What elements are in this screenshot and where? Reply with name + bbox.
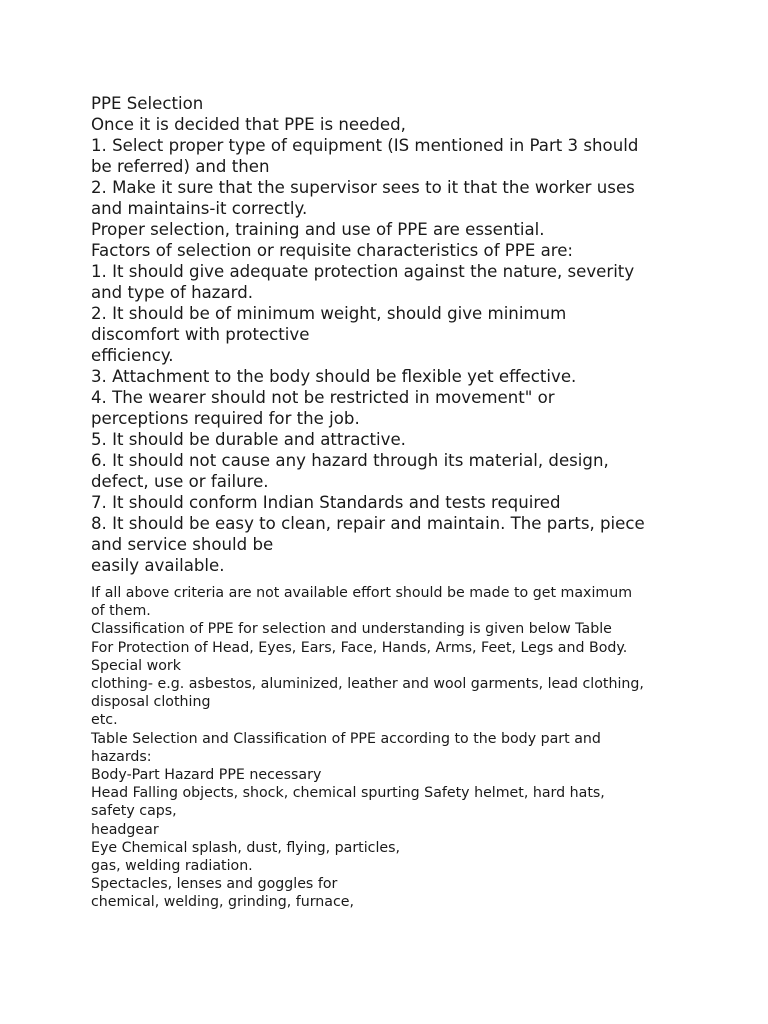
document-page	[91, 93, 691, 912]
main-text-line: and type of hazard.	[91, 283, 254, 302]
secondary-text-line: Spectacles, lenses and goggles for	[91, 876, 338, 893]
secondary-text-line: Classification of PPE for selection and understanding is given below Table	[91, 621, 612, 638]
main-text-line: PPE Selection	[91, 94, 204, 113]
main-text-line: Factors of selection or requisite characteristics of PPE are:	[91, 241, 574, 260]
secondary-text-line: safety caps,	[91, 803, 177, 820]
main-text-line: efficiency.	[91, 346, 174, 365]
main-text-line: 1. It should give adequate protection against the nature, severity	[91, 262, 635, 281]
secondary-text-line: clothing- e.g. asbestos, aluminized, leather and wool garments, lead clothing,	[91, 676, 644, 693]
secondary-text-line: hazards:	[91, 748, 152, 765]
main-text-line: 2. It should be of minimum weight, should give minimum	[91, 304, 567, 323]
secondary-text-line: etc.	[91, 712, 118, 729]
main-text-line: be referred) and then	[91, 157, 270, 176]
main-text-line: 4. The wearer should not be restricted in movement" or	[91, 388, 555, 407]
secondary-text-line: Table Selection and Classification of PPE according to the body part and	[91, 730, 601, 747]
secondary-text-line: Body-Part Hazard PPE necessary	[91, 767, 322, 784]
main-text-line: easily available.	[91, 556, 225, 575]
main-text-line: Proper selection, training and use of PPE are essential.	[91, 220, 545, 239]
secondary-text-line: gas, welding radiation.	[91, 858, 253, 875]
main-text-block	[91, 93, 691, 576]
main-text-line: 7. It should conform Indian Standards and tests required	[91, 493, 561, 512]
main-text-line: 2. Make it sure that the supervisor sees to it that the worker uses	[91, 178, 635, 197]
main-text-line: and maintains-it correctly.	[91, 199, 308, 218]
main-text-line: defect, use or failure.	[91, 472, 269, 491]
secondary-text-block	[91, 584, 691, 912]
secondary-text-line: Eye Chemical splash, dust, flying, particles,	[91, 839, 401, 856]
secondary-text-line: headgear	[91, 821, 159, 838]
main-text-line: 5. It should be durable and attractive.	[91, 430, 406, 449]
secondary-text-line: For Protection of Head, Eyes, Ears, Face, Hands, Arms, Feet, Legs and Body.	[91, 639, 628, 656]
secondary-text-line: Special work	[91, 657, 181, 674]
secondary-text-line: of them.	[91, 603, 151, 620]
main-text-line: discomfort with protective	[91, 325, 310, 344]
main-text-line: 1. Select proper type of equipment (IS mentioned in Part 3 should	[91, 136, 639, 155]
main-text-line: Once it is decided that PPE is needed,	[91, 115, 406, 134]
main-text-line: 8. It should be easy to clean, repair and maintain. The parts, piece	[91, 514, 645, 533]
secondary-text-line: If all above criteria are not available effort should be made to get maximum	[91, 585, 633, 601]
secondary-text-line: chemical, welding, grinding, furnace,	[91, 894, 355, 911]
main-text-line: perceptions required for the job.	[91, 409, 360, 428]
main-text-line: 3. Attachment to the body should be flexible yet effective.	[91, 367, 577, 386]
secondary-text-line: Head Falling objects, shock, chemical spurting Safety helmet, hard hats,	[91, 785, 605, 802]
main-text-line: and service should be	[91, 535, 274, 554]
secondary-text-line: disposal clothing	[91, 694, 211, 711]
main-text-line: 6. It should not cause any hazard through its material, design,	[91, 451, 609, 470]
